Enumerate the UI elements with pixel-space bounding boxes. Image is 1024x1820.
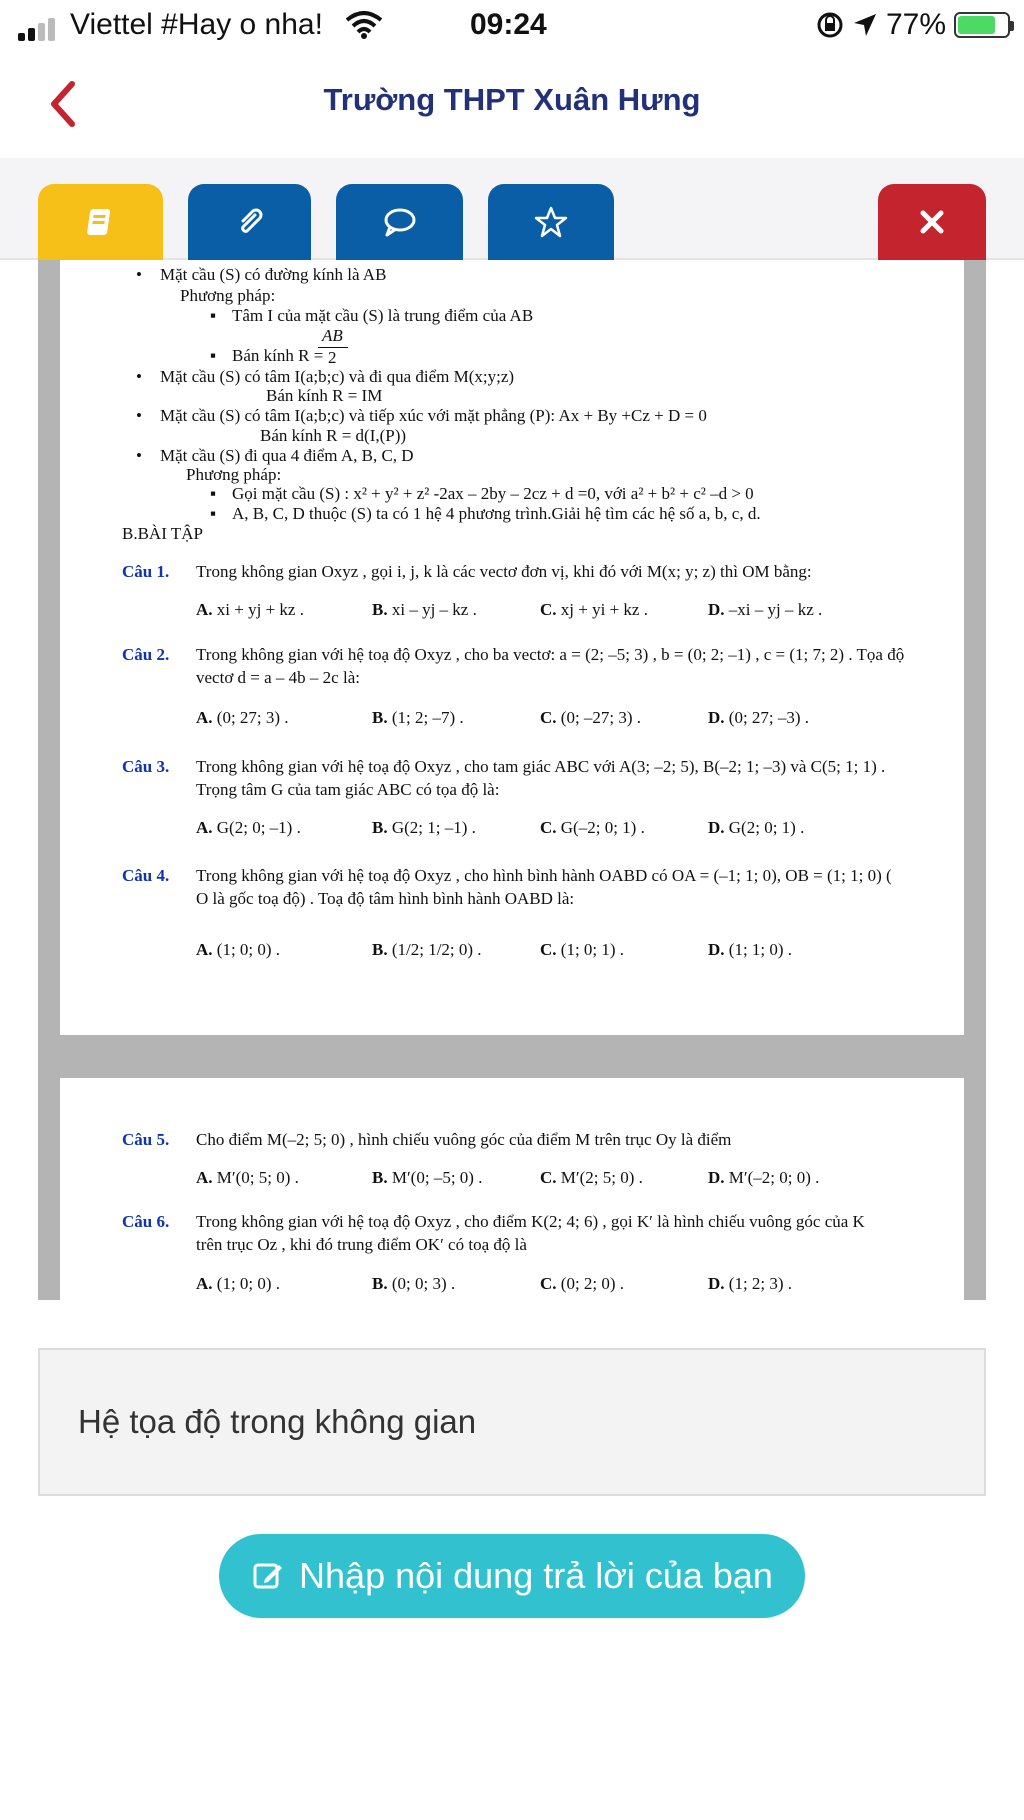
option-text: (1; 0; 0) . <box>216 1274 281 1293</box>
option-text: (1/2; 1/2; 0) . <box>391 940 482 959</box>
comment-button[interactable] <box>336 184 463 260</box>
theory-line: Gọi mặt cầu (S) : x² + y² + z² -2ax – 2by – 2cz + d =0, với a² + b² + c² –d > 0 <box>232 484 754 503</box>
option-key: A. <box>196 1274 213 1293</box>
option <box>372 940 482 960</box>
question-label: Câu 5. <box>122 1130 170 1149</box>
option <box>708 818 804 838</box>
question-label: Câu 4. <box>122 866 170 885</box>
option <box>540 1168 643 1188</box>
option-key: B. <box>372 818 388 837</box>
option <box>372 708 464 728</box>
theory-line: Phương pháp: <box>180 286 276 305</box>
option <box>196 708 289 728</box>
option-text: (1; 0; 0) . <box>216 940 281 959</box>
option-text: (1; 2; 3) . <box>728 1274 793 1293</box>
option <box>708 708 809 728</box>
attach-button[interactable] <box>188 184 311 260</box>
carrier-name: Viettel #Hay o nha! <box>70 8 323 41</box>
option-text: M′(2; 5; 0) . <box>560 1168 643 1187</box>
option-text: xi – yj – kz . <box>391 600 477 619</box>
option <box>708 940 792 960</box>
option <box>372 1274 455 1294</box>
question-label: Câu 6. <box>122 1212 170 1231</box>
option-key: A. <box>196 600 213 619</box>
option-key: A. <box>196 940 213 959</box>
option <box>196 818 301 838</box>
option <box>196 600 304 620</box>
option <box>708 600 822 620</box>
option-text: G(2; 1; –1) . <box>391 818 476 837</box>
option-key: B. <box>372 708 388 727</box>
question-text: vectơ d = a – 4b – 2c là: <box>196 668 360 687</box>
answer-button-label: Nhập nội dung trả lời của bạn <box>299 1555 773 1596</box>
option-text: –xi – yj – kz . <box>728 600 823 619</box>
notebook-button[interactable] <box>38 184 163 260</box>
paperclip-icon <box>233 205 267 239</box>
question-text: Trọng tâm G của tam giác ABC có tọa độ là: <box>196 780 500 799</box>
topic-label-box <box>38 1348 986 1496</box>
option-text: (1; 0; 1) . <box>560 940 625 959</box>
option-text: (0; 27; 3) . <box>216 708 289 727</box>
option-text: G(–2; 0; 1) . <box>560 818 645 837</box>
option-key: C. <box>540 708 557 727</box>
question-text: Trong không gian với hệ toạ độ Oxyz , cho ba vectơ: a = (2; –5; 3) , b = (0; 2; –1) , c = (1; 7; 2) . Tọa độ <box>196 645 905 664</box>
question-text: trên trục Oz , khi đó trung điểm OK′ có toạ độ là <box>196 1235 527 1254</box>
option-text: xi + yj + kz . <box>216 600 304 619</box>
battery-percent: 77% <box>885 8 946 41</box>
option <box>708 1168 819 1188</box>
option-key: D. <box>708 708 725 727</box>
theory-line: Phương pháp: <box>186 465 282 484</box>
document-page <box>60 1078 964 1300</box>
option <box>540 1274 624 1294</box>
theory-line: A, B, C, D thuộc (S) ta có 1 hệ 4 phương trình.Giải hệ tìm các hệ số a, b, c, d. <box>232 504 761 523</box>
option <box>540 600 648 620</box>
option-key: A. <box>196 818 213 837</box>
option-text: (1; 2; –7) . <box>391 708 464 727</box>
option-text: M′(0; –5; 0) . <box>391 1168 483 1187</box>
nav-bar <box>0 52 1024 156</box>
question-label: Câu 1. <box>122 562 170 581</box>
fraction-numerator: AB <box>322 326 343 345</box>
clock: 09:24 <box>470 8 547 41</box>
option-text: (0; 27; –3) . <box>728 708 810 727</box>
theory-line: Mặt cầu (S) có đường kính là AB <box>160 265 387 284</box>
cell-signal-icon <box>18 18 55 41</box>
question-label: Câu 3. <box>122 757 170 776</box>
location-arrow-icon <box>852 12 878 38</box>
question-text: Trong không gian với hệ toạ độ Oxyz , cho điểm K(2; 4; 6) , gọi K′ là hình chiếu vuông góc của K <box>196 1212 865 1231</box>
option-key: C. <box>540 600 557 619</box>
option-text: (0; 0; 3) . <box>391 1274 456 1293</box>
theory-line: Mặt cầu (S) có tâm I(a;b;c) và tiếp xúc với mặt phẳng (P): Ax + By +Cz + D = 0 <box>160 406 707 425</box>
option <box>540 818 645 838</box>
option-text: xj + yi + kz . <box>560 600 648 619</box>
option-key: B. <box>372 940 388 959</box>
option-text: M′(0; 5; 0) . <box>216 1168 299 1187</box>
option-key: A. <box>196 708 213 727</box>
option-key: D. <box>708 1168 725 1187</box>
theory-line: Mặt cầu (S) đi qua 4 điểm A, B, C, D <box>160 446 414 465</box>
option-key: B. <box>372 1168 388 1187</box>
topic-text: Hệ tọa độ trong không gian <box>78 1403 477 1440</box>
option-key: C. <box>540 1274 557 1293</box>
question-label: Câu 2. <box>122 645 170 664</box>
question-text: Trong không gian với hệ toạ độ Oxyz , cho hình bình hành OABD có OA = (–1; 1; 0), OB = (1; 1; 0) ( <box>196 866 892 885</box>
theory-line: Bán kính R = <box>232 346 324 365</box>
document-page: • Mặt cầu (S) có đường kính là AB Phương pháp: ▪ Tâm I của mặt cầu (S) là trung điểm của AB AB ▪ Bán kính R = 2 • Mặt cầu (S) có tâm I(a;b;c) và đi qua điểm M(x;y;z) Bán kính R = IM • Mặt cầu (S) có tâm I(a;b;c) và tiếp xúc với mặt phẳng (P): Ax + By +Cz + D = 0 Bán kính R = d(I,(P)) • Mặt cầu (S) đi qua 4 điểm A, B, C, D Phương pháp: ▪ Gọi mặt cầu (S) : x² + y² + z² -2ax – 2by – 2cz + d =0, với a² + b² + c² –d > 0 ▪ A, B, C, D thuộc (S) ta có 1 hệ 4 phương trình.Giải hệ tìm các hệ số a, b, c, d. B.BÀI TẬP Câu 1. Trong không gian Oxyz , gọi i, j, k là các vectơ đơn vị, khi đó với M(x; y; z) thì OM bằng: A. xi + yj + kz . B. xi – yj – kz . C. xj + yi + kz . D. –xi – yj – kz . Câu 2. Trong không gian với hệ toạ độ Oxyz , cho ba vectơ: a = (2; –5; 3) , b = (0; 2; –1) , c = (1; 7; 2) . Tọa độ vectơ d = a – 4b – 2c là: A. (0; 27; 3) . B. (1; 2; –7) . C. (0; –27; 3) . D. (0; 27; –3) . Câu 3. Trong không gian với hệ toạ độ Oxyz , cho tam giác ABC với A(3; –2; 5), B(–2; 1; –3) và C(5; 1; 1) . Trọng tâm G của tam giác ABC có tọa độ là: A. G(2; 0; –1) . B. G(2; 1; –1) . C. G(–2; 0; 1) . D. G(2; 0; 1) . Câu 4. Trong không gian với hệ toạ độ Oxyz , cho hình bình hành OABD có OA = (–1; 1; 0), OB = (1; 1; 0) ( O là gốc toạ độ) . Toạ độ tâm hình bình hành OABD là: A. (1; 0; 0) . B. (1/2; 1/2; 0) . C. (1; 0; 1) . D. (1; 1; 0) . <box>60 260 964 1035</box>
page-title: Trường THPT Xuân Hưng <box>323 82 701 117</box>
option <box>540 940 624 960</box>
option-key: A. <box>196 1168 213 1187</box>
fraction-denominator: 2 <box>328 348 337 367</box>
notebook-icon <box>84 205 118 239</box>
option-text: G(2; 0; 1) . <box>728 818 805 837</box>
theory-line: Mặt cầu (S) có tâm I(a;b;c) và đi qua điểm M(x;y;z) <box>160 367 515 386</box>
toolbar <box>0 158 1024 260</box>
option-key: B. <box>372 1274 388 1293</box>
option-key: C. <box>540 940 557 959</box>
option <box>196 1274 280 1294</box>
option-key: D. <box>708 940 725 959</box>
speech-bubble-icon <box>382 206 418 238</box>
star-icon <box>534 205 568 239</box>
option-text: (0; 2; 0) . <box>560 1274 625 1293</box>
close-button[interactable] <box>878 184 986 260</box>
wifi-icon <box>345 10 383 40</box>
option-text: (1; 1; 0) . <box>728 940 793 959</box>
option-key: B. <box>372 600 388 619</box>
option <box>372 1168 482 1188</box>
option-text: (0; –27; 3) . <box>560 708 642 727</box>
option <box>372 600 477 620</box>
option-key: C. <box>540 1168 557 1187</box>
document-viewer[interactable] <box>38 260 986 1300</box>
option-key: D. <box>708 818 725 837</box>
option-text: G(2; 0; –1) . <box>216 818 301 837</box>
option <box>540 708 641 728</box>
question-text: Trong không gian với hệ toạ độ Oxyz , cho tam giác ABC với A(3; –2; 5), B(–2; 1; –3) và C(5; 1; 1) . <box>196 757 886 776</box>
theory-line: Bán kính R = d(I,(P)) <box>260 426 407 445</box>
option-key: D. <box>708 600 725 619</box>
option-key: D. <box>708 1274 725 1293</box>
option-text: M′(–2; 0; 0) . <box>728 1168 820 1187</box>
option <box>196 940 280 960</box>
option <box>372 818 476 838</box>
battery-icon <box>954 12 1010 38</box>
question-text: O là gốc toạ độ) . Toạ độ tâm hình bình hành OABD là: <box>196 889 575 908</box>
option <box>708 1274 792 1294</box>
status-bar <box>0 0 1024 52</box>
question-text: Cho điểm M(–2; 5; 0) , hình chiếu vuông góc của điểm M trên trục Oy là điểm <box>196 1130 732 1149</box>
option-key: C. <box>540 818 557 837</box>
answer-input-button[interactable] <box>219 1534 805 1618</box>
orientation-lock-icon <box>816 11 844 39</box>
theory-line: Bán kính R = IM <box>266 386 383 405</box>
section-heading: B.BÀI TẬP <box>122 524 203 543</box>
option <box>196 1168 299 1188</box>
question-text: Trong không gian Oxyz , gọi i, j, k là các vectơ đơn vị, khi đó với M(x; y; z) thì OM bằng: <box>196 562 812 581</box>
edit-icon <box>251 1559 285 1593</box>
theory-line: Tâm I của mặt cầu (S) là trung điểm của AB <box>232 306 534 325</box>
favorite-button[interactable] <box>488 184 614 260</box>
close-icon <box>918 208 946 236</box>
